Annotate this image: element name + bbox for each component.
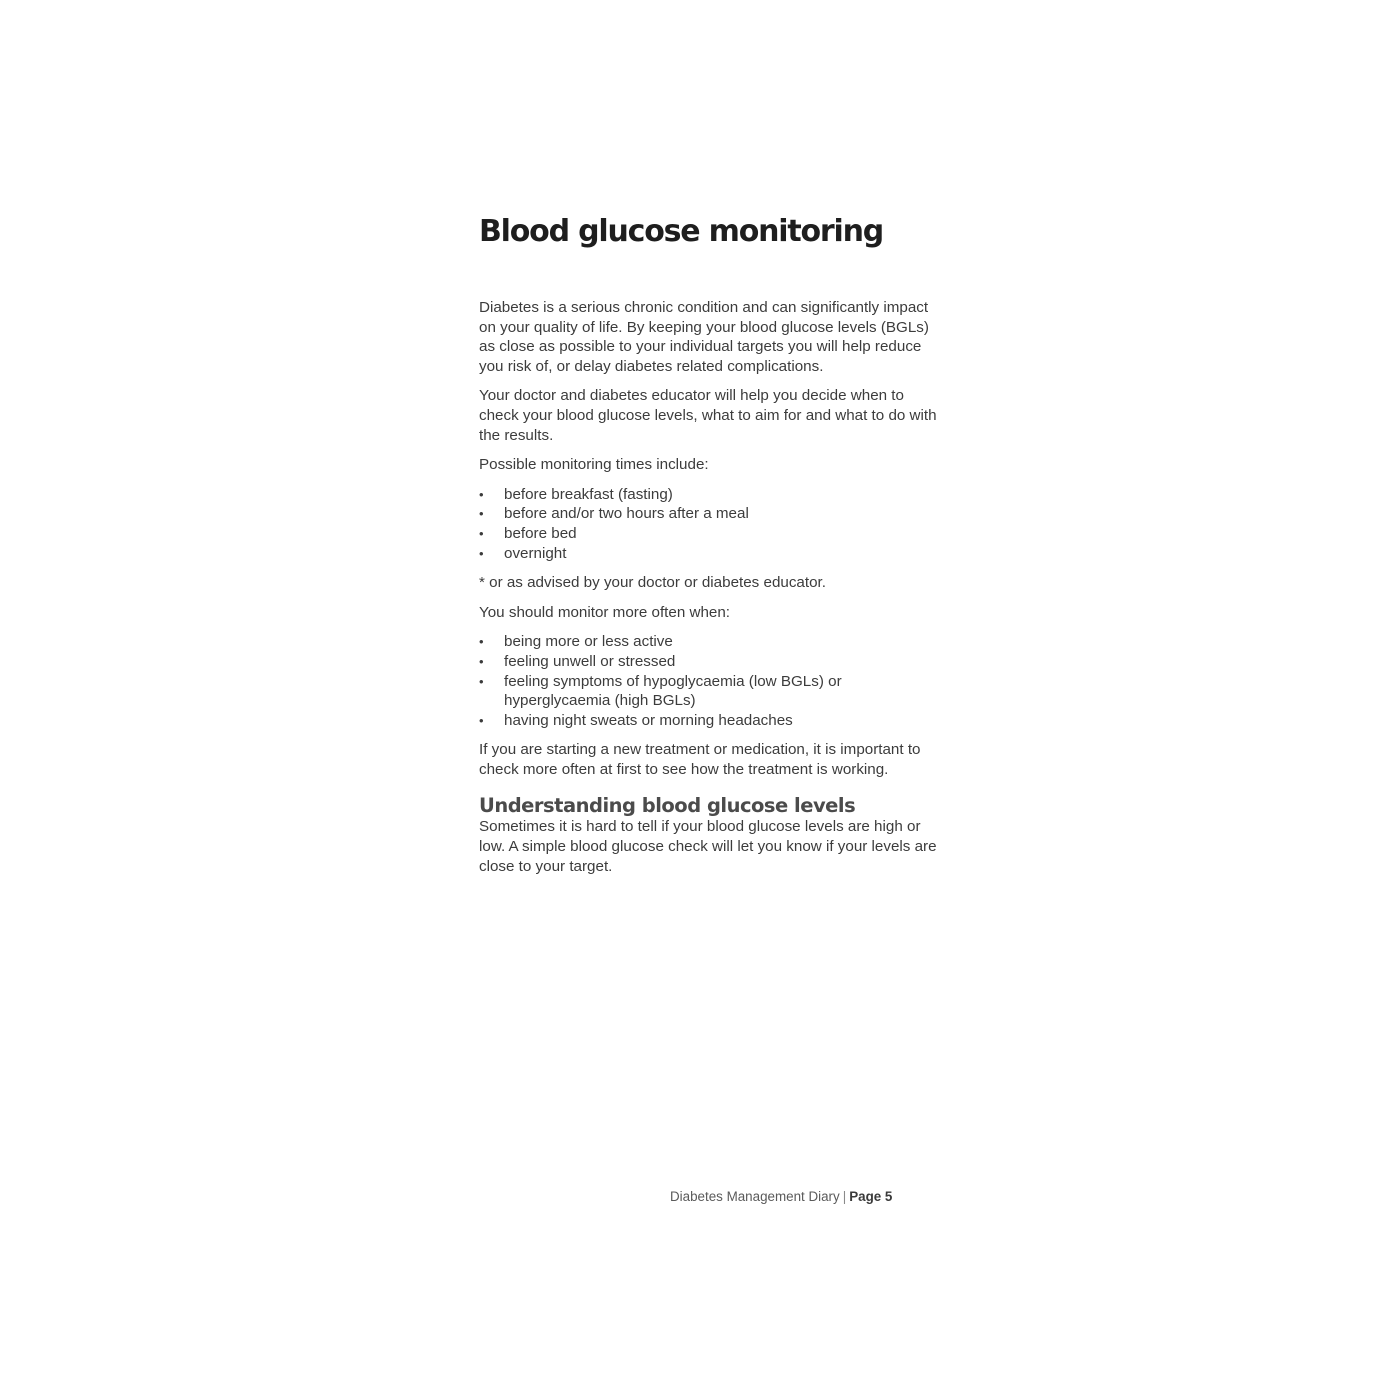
advised-note: * or as advised by your doctor or diabetes educator.	[479, 574, 826, 592]
bullet-icon: •	[479, 634, 484, 650]
bullet-icon: •	[479, 673, 484, 689]
monitor-more-intro: You should monitor more often when:	[479, 603, 731, 621]
list-item-text: feeling unwell or stressed	[504, 652, 676, 670]
monitoring-times-list	[479, 485, 939, 563]
new-treatment-paragraph: If you are starting a new treatment or medication, it is important to check more often at first to see how the treatment is working.	[479, 741, 921, 778]
bullet-icon: •	[479, 486, 484, 502]
list-item	[479, 544, 939, 564]
list-item	[479, 672, 939, 711]
list-item-text: before breakfast (fasting)	[504, 485, 673, 503]
footer-separator: |	[842, 1189, 847, 1204]
list-item-text: being more or less active	[504, 633, 673, 651]
list-item	[479, 711, 939, 731]
list-item-text: overnight	[504, 544, 567, 562]
body-section	[479, 298, 939, 876]
list-item-text: before bed	[504, 524, 577, 542]
bullet-icon: •	[479, 506, 484, 522]
understanding-heading: Understanding blood glucose levels	[479, 794, 856, 818]
bullet-icon: •	[479, 545, 484, 561]
monitor-more-list	[479, 632, 939, 730]
list-item	[479, 524, 939, 544]
intro-paragraph: Diabetes is a serious chronic condition and can significantly impact on your quality of life. By keeping your blood glucose levels (BGLs) as close as possible to your individual targets you will help reduce you risk of, or delay diabetes related complications.	[479, 299, 929, 375]
page-title: Blood glucose monitoring	[479, 214, 884, 249]
list-item	[479, 504, 939, 524]
publication-name: Diabetes Management Diary	[670, 1189, 840, 1204]
list-item-text: having night sweats or morning headaches	[504, 711, 793, 729]
page-number: Page 5	[849, 1189, 893, 1204]
bullet-icon: •	[479, 653, 484, 669]
bullet-icon: •	[479, 712, 484, 728]
list-item	[479, 485, 939, 505]
list-item-text: before and/or two hours after a meal	[504, 505, 749, 523]
list-item	[479, 652, 939, 672]
understanding-paragraph: Sometimes it is hard to tell if your blood glucose levels are high or low. A simple blood glucose check will let you know if your levels are close to your target.	[479, 818, 937, 875]
page-footer	[670, 1189, 940, 1204]
intro-paragraph: Your doctor and diabetes educator will help you decide when to check your blood glucose levels, what to aim for and what to do with the results.	[479, 387, 937, 444]
list-item-text: feeling symptoms of hypoglycaemia (low BGLs) or hyperglycaemia (high BGLs)	[504, 672, 842, 710]
monitoring-times-intro: Possible monitoring times include:	[479, 456, 709, 474]
page-content	[479, 212, 939, 886]
list-item	[479, 632, 939, 652]
bullet-icon: •	[479, 525, 484, 541]
